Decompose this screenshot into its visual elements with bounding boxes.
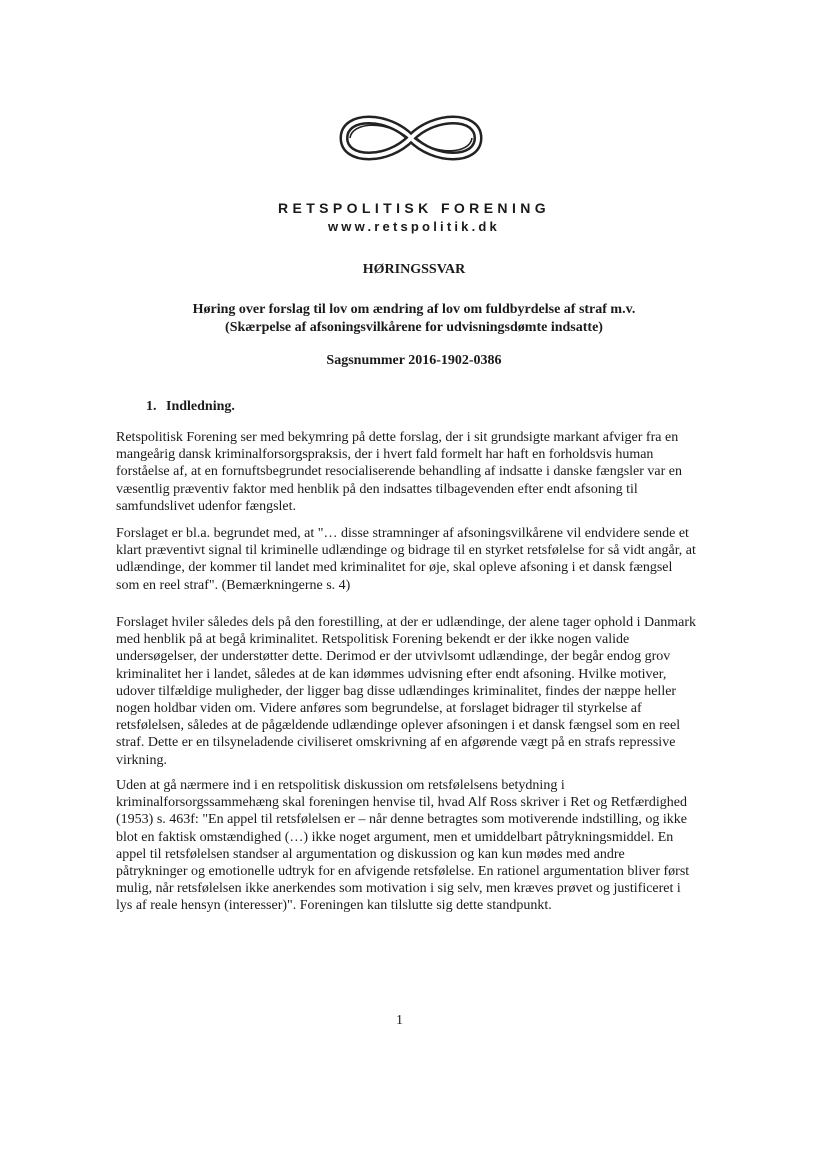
section-number: 1. [146, 399, 157, 414]
hearing-title [0, 301, 828, 337]
document-type: HØRINGSSVAR [362, 262, 466, 277]
paragraph: Retspolitisk Forening ser med bekymring på dette forslag, der i sit grundsigte markant afviger fra en mangeårig dansk kriminalforsorgspraksis, der i hvert fald formelt har haft en forholdsvis human forståelse af, at en fornuftsbegrundet resocialiserende behandling af indsatte i danske fængsler var en væsentlig præventiv faktor med henblik på den indsattes tilbagevenden efter endt afsoning til samfundslivet udenfor fængslet. [116, 430, 683, 514]
paragraph: Forslaget hviler således dels på den forestilling, at der er udlændinge, der alene tager ophold i Danmark med henblik på at begå kriminalitet. Retspolitisk Forening bekendt er der ikke nogen valide undersøgelser, der understøtter dette. Derimod er der utvivlsomt udlændinge, der begår endog grov kriminalitet her i landet, således at de kan idømmes udvisning efter endt afsoning. Hvilke motiver, udover tilfældige muligheder, der ligger bag disse udlændinges kriminalitet, findes der næppe heller nogen holdbar viden om. Videre anføres som begrundelse, at forslaget bidrager til styrkelse af retsfølelsen, således at de pågældende udlændinge oplever afsoningen i et dansk fængsel som en reel straf. Dette er en tilsyneladende civiliseret omskrivning af en afgørende vægt på en strafs repressive virkning. [116, 615, 697, 768]
paragraph: Uden at gå nærmere ind i en retspolitisk diskussion om retsfølelsens betydning i kriminalforsorgssammehæng skal foreningen henvise til, hvad Alf Ross skriver i Ret og Retfærdighed (1953) s. 463f: "En appel til retsfølelsen er – når denne betragtes som motiverende indstilling, og ikke blot en faktisk omstændighed (…) ikke noget argument, men et umiddelbart påtrykningsmiddel. En appel til retsfølelsen standser al argumentation og diskussion og kan kun mødes med andre påtrykninger og emotionelle udtryk for en afvigende retsfølelse. En rationel argumentation bliver først mulig, når retsfølelsen ikke anerkendes som motivation i sig selv, men kræves prøvet og justificeret i lys af reale hensyn (interesser)". Foreningen kan tilslutte sig dette standpunkt. [116, 778, 690, 914]
page-number: 1 [396, 1013, 403, 1028]
paragraph: Forslaget er bl.a. begrundet med, at "… disse stramninger af afsoningsvilkårene vil endvidere sende et klart præventivt signal til kriminelle udlændinge og bidrage til en styrket retsfølelse for så vidt angår, at udlændinge, der kommer til landet med kriminalitet for øje, skal opleve afsoning i et dansk fængsel som en reel straf". (Bemærkningerne s. 4) [116, 526, 696, 593]
section-heading [146, 399, 235, 415]
case-number: Sagsnummer 2016-1902-0386 [326, 353, 502, 368]
organization-website: www.retspolitik.dk [328, 219, 500, 234]
hearing-title-line-1: Høring over forslag til lov om ændring af lov om fuldbyrdelse af straf m.v. [192, 302, 636, 317]
section-title: Indledning. [166, 399, 235, 414]
hearing-title-line-2: (Skærpelse af afsoningsvilkårene for udvisningsdømte indsatte) [225, 320, 603, 335]
infinity-knot-icon [330, 108, 492, 168]
organization-name: RETSPOLITISK FORENING [277, 200, 551, 216]
